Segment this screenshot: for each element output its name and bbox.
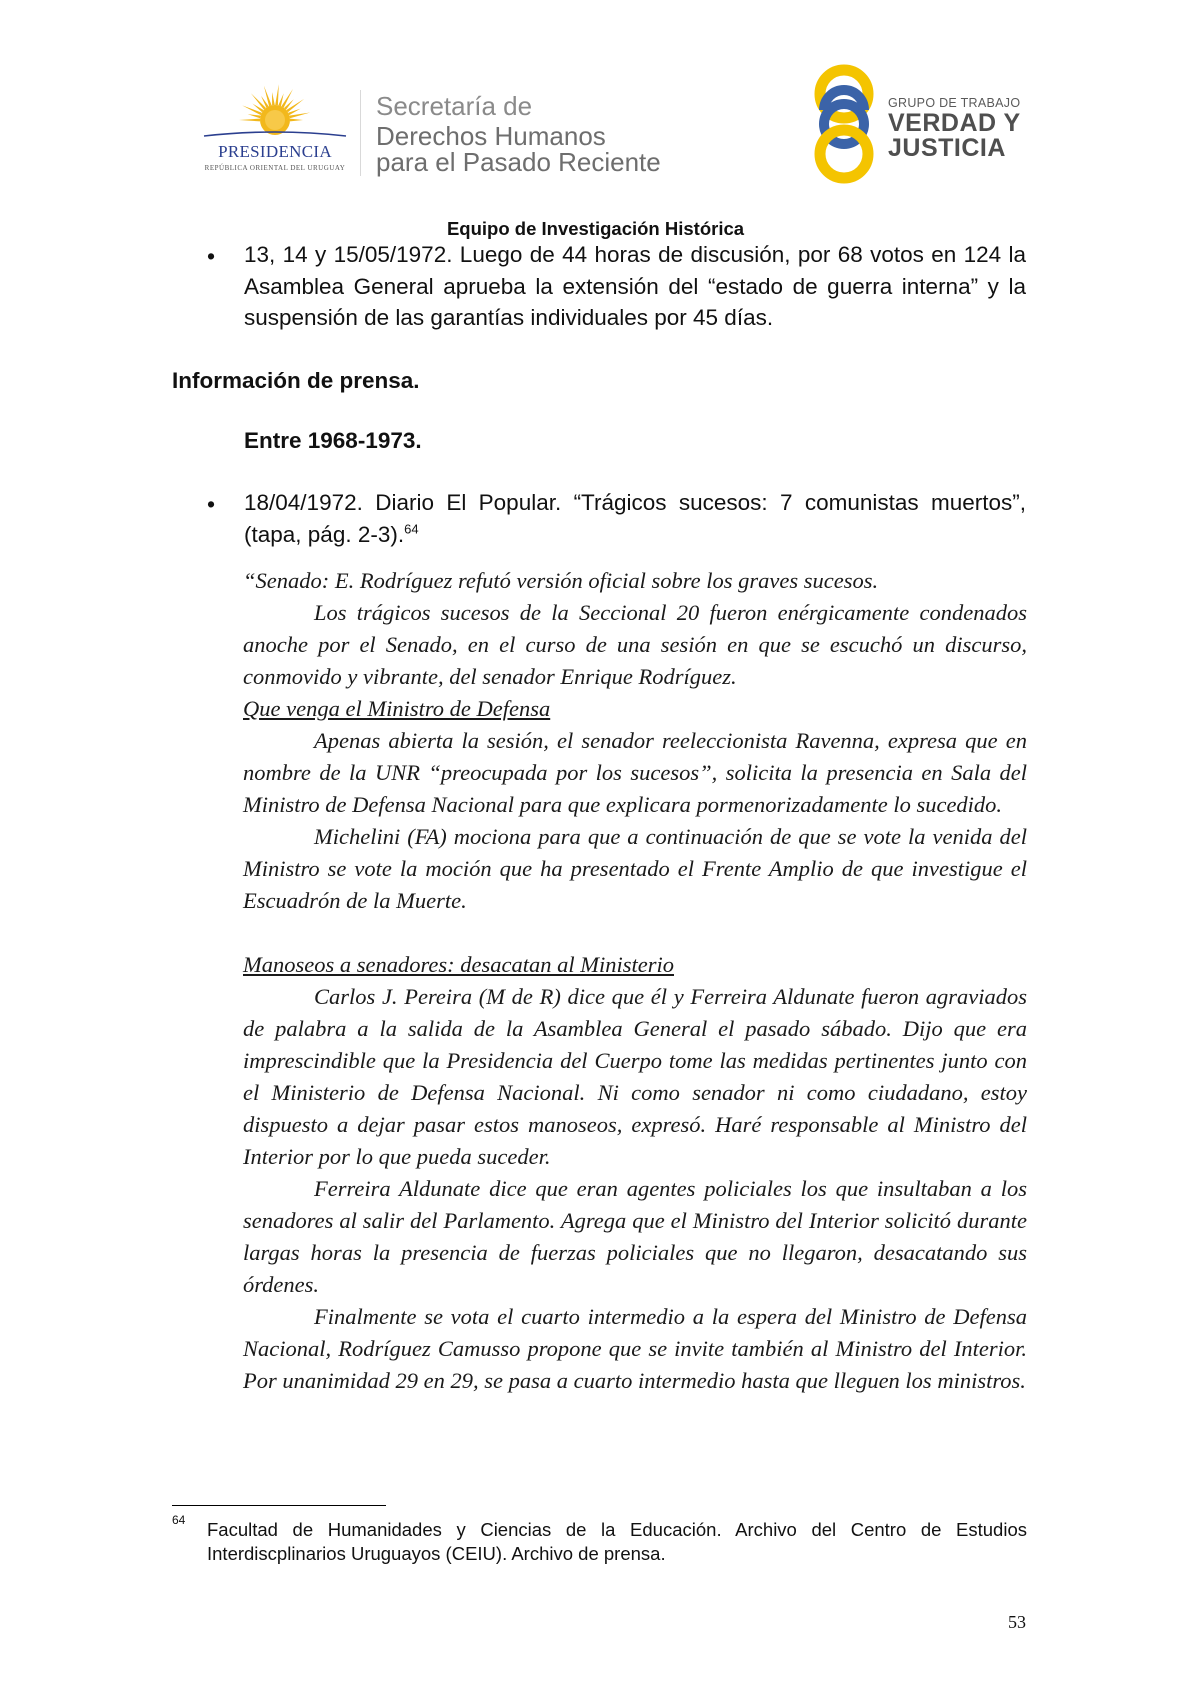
sun-ray xyxy=(248,114,261,118)
bullet-text-2 xyxy=(244,487,1026,550)
quote-paragraph: Ferreira Aldunate dice que eran agentes policiales los que insultaban a los senadores al salir del Parlamento. Agrega que el Ministro del Interior solicitó durante largas horas la presencia de fuerzas policiales que no llegaron, desacatando sus órdenes. xyxy=(243,1176,1027,1297)
quote-paragraph: Finalmente se vota el cuarto intermedio a la espera del Ministro de Defensa Nacional, Rodríguez Camusso propone que se invite también al Ministro del Interior. Por unanimidad 29 en 29, se pasa a cuarto intermedio hasta que lleguen los ministros. xyxy=(243,1304,1027,1393)
quote-subheading: Manoseos a senadores: desacatan al Ministerio xyxy=(243,952,674,977)
paragraph-gap xyxy=(243,917,1027,949)
page-number: 53 xyxy=(1008,1612,1026,1632)
footnote-number: 64 xyxy=(172,1513,186,1527)
bullet-text-1: 13, 14 y 15/05/1972. Luego de 44 horas de discusión, por 68 votos en 124 la Asamblea General aprueba la extensión del “estado de guerra interna” y la suspensión de las garantías individuales por 45 días. xyxy=(244,242,1026,330)
presidencia-subtitle: REPÚBLICA ORIENTAL DEL URUGUAY xyxy=(204,164,346,172)
grupo-line-1: GRUPO DE TRABAJO xyxy=(888,96,1021,110)
grupo-line-2: VERDAD Y xyxy=(888,109,1021,137)
bullet-marker: • xyxy=(207,243,216,269)
sun-ray xyxy=(290,119,303,122)
section-heading: Información de prensa. xyxy=(172,368,420,393)
bullet-marker: • xyxy=(207,491,216,517)
quote-title-line: “Senado: E. Rodríguez refutó versión oficial sobre los graves sucesos. xyxy=(243,568,879,593)
bullet-2-text: 18/04/1972. Diario El Popular. “Trágicos sucesos: 7 comunistas muertos”, (tapa, pág. 2-3). xyxy=(244,490,1026,547)
secretaria-line-3: para el Pasado Reciente xyxy=(376,147,661,177)
quote-subheading: Que venga el Ministro de Defensa xyxy=(243,696,551,721)
footnote-text: Facultad de Humanidades y Ciencias de la Educación. Archivo del Centro de Estudios Interdiscplinarios Uruguayos (CEIU). Archivo de prensa. xyxy=(207,1519,1027,1564)
secretaria-line-2: Derechos Humanos xyxy=(376,121,606,151)
sun-ray xyxy=(275,84,279,105)
sun-ray xyxy=(242,105,262,115)
sun-ray xyxy=(239,119,260,122)
sun-ray xyxy=(289,113,310,119)
quote-paragraph: Los trágicos sucesos de la Seccional 20 fueron enérgicamente condenados anoche por el Senado, en el curso de una sesión en que se escuchó un discurso, conmovido y vibrante, del senador Enrique Rodríguez. xyxy=(243,600,1027,689)
secretaria-line-1: Secretaría de xyxy=(376,91,533,121)
header-divider xyxy=(360,90,361,176)
quote-paragraph: Apenas abierta la sesión, el senador reeleccionista Ravenna, expresa que en nombre de la UNR “preocupada por los sucesos”, solicita la presencia en Sala del Ministro de Defensa Nacional para que explicara pormenorizadamente lo sucedido. xyxy=(243,728,1027,817)
sun-ray xyxy=(272,92,275,105)
footnote-rule xyxy=(172,1505,386,1506)
quote-paragraph: Michelini (FA) mociona para que a continuación de que se vote la venida del Ministro se vote la moción que ha presentado el Frente Amplio de que investigue el Escuadrón de la Muerte. xyxy=(243,824,1027,913)
presidencia-name: PRESIDENCIA xyxy=(218,142,332,161)
press-quote xyxy=(243,565,1027,1397)
quote-paragraph: Carlos J. Pereira (M de R) dice que él y Ferreira Aldunate fueron agraviados de palabra a la salida de la Asamblea General el pasado sábado. Dijo que era imprescindible que la Presidencia del Cuerpo tome las medidas pertinentes junto con el Ministerio de Defensa Nacional. Ni como senador ni como ciudadano, estoy dispuesto a dejar pasar estos manoseos, expresó. Haré responsable al Ministro del Interior por lo que pueda suceder. xyxy=(243,984,1027,1169)
sun-ray xyxy=(281,89,293,108)
subsection-heading: Entre 1968-1973. xyxy=(244,428,422,453)
running-title: Equipo de Investigación Histórica xyxy=(446,218,745,239)
footnote-reference: 64 xyxy=(404,521,419,536)
grupo-line-3: JUSTICIA xyxy=(888,134,1006,162)
